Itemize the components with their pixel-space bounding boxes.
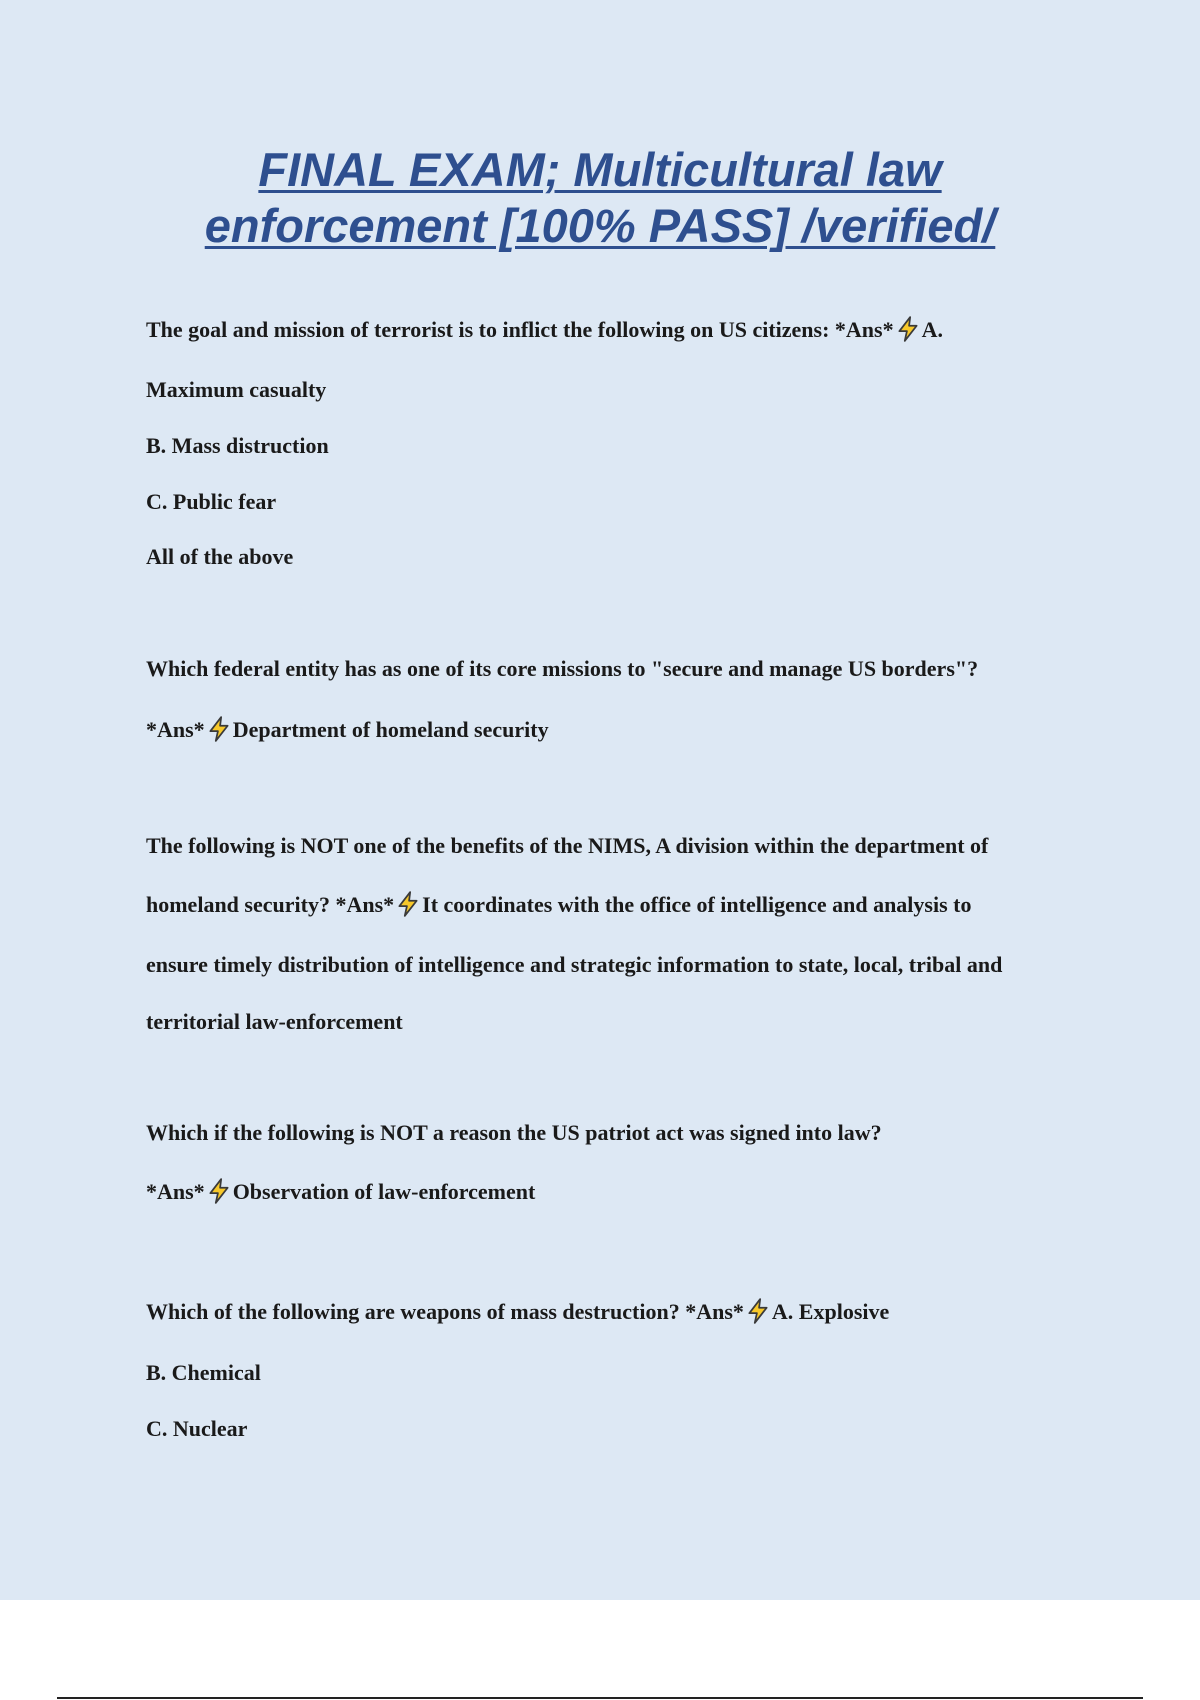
question-3: The following is NOT one of the benefits of the NIMS, A division within the department of [146, 833, 989, 858]
lightning-bolt-icon [745, 1298, 771, 1324]
answer-line: B. Mass distruction [146, 433, 329, 458]
answer-line: C. Public fear [146, 489, 277, 514]
answer-marker: *Ans* [834, 317, 894, 342]
answer-marker: *Ans* [685, 1299, 744, 1324]
answer-line: C. Nuclear [146, 1416, 248, 1441]
answer-2 [146, 715, 549, 745]
answer-text: Department of homeland security [232, 717, 549, 742]
answer-text: A. Explosive [771, 1299, 890, 1324]
answer-line: ensure timely distribution of intelligence and strategic information to state, local, tribal and [146, 952, 1003, 977]
question-1 [146, 315, 943, 345]
question-text: The goal and mission of terrorist is to inflict the following on US citizens: [146, 317, 830, 342]
lightning-bolt-icon [895, 316, 921, 342]
lightning-bolt-icon [395, 891, 421, 917]
question-5 [146, 1297, 889, 1327]
answer-marker: *Ans* [146, 1179, 205, 1204]
answer-text: A. [921, 317, 943, 342]
answer-text: It coordinates with the office of intelligence and analysis to [422, 892, 972, 917]
bottom-divider [57, 1697, 1143, 1699]
answer-marker: *Ans* [146, 717, 205, 742]
answer-line: Maximum casualty [146, 377, 327, 402]
question-text: Which of the following are weapons of mass destruction? [146, 1299, 680, 1324]
question-4: Which if the following is NOT a reason the US patriot act was signed into law? [146, 1120, 882, 1145]
answer-text: Observation of law-enforcement [232, 1179, 536, 1204]
lightning-bolt-icon [206, 716, 232, 742]
answer-4 [146, 1177, 535, 1207]
question-2: Which federal entity has as one of its core missions to "secure and manage US borders"? [146, 656, 979, 681]
answer-line: B. Chemical [146, 1360, 261, 1385]
question-3-continued [146, 890, 972, 920]
question-text: homeland security? [146, 892, 330, 917]
answer-marker: *Ans* [335, 892, 395, 917]
document-title [0, 142, 1200, 254]
answer-line: territorial law-enforcement [146, 1009, 403, 1034]
title-line-1: FINAL EXAM; Multicultural law [258, 143, 942, 196]
title-line-2: enforcement [100% PASS] /verified/ [204, 199, 996, 252]
lightning-bolt-icon [206, 1178, 232, 1204]
answer-line: All of the above [146, 544, 294, 569]
